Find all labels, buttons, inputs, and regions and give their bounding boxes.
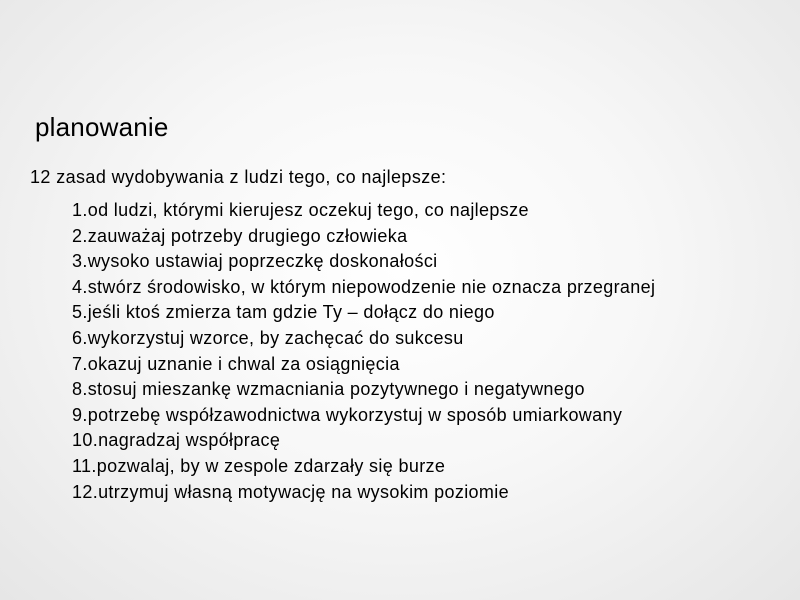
rule-item-6: 6.wykorzystuj wzorce, by zachęcać do sukcesu bbox=[72, 327, 464, 348]
slide-subtitle: 12 zasad wydobywania z ludzi tego, co najlepsze: bbox=[30, 167, 447, 187]
rule-item-3: 3.wysoko ustawiaj poprzeczkę doskonałości bbox=[72, 251, 438, 272]
rule-item-4: 4.stwórz środowisko, w którym niepowodzenie nie oznacza przegranej bbox=[72, 276, 656, 297]
rule-item-2: 2.zauważaj potrzeby drugiego człowieka bbox=[72, 225, 408, 246]
rule-item-8: 8.stosuj mieszankę wzmacniania pozytywnego i negatywnego bbox=[72, 379, 585, 400]
rule-item-9: 9.potrzebę współzawodnictwa wykorzystuj w sposób umiarkowany bbox=[72, 404, 623, 425]
rule-item-7: 7.okazuj uznanie i chwal za osiągnięcia bbox=[72, 353, 400, 374]
rules-list bbox=[72, 198, 655, 505]
slide-title: planowanie bbox=[35, 112, 169, 142]
rule-item-5: 5.jeśli ktoś zmierza tam gdzie Ty – dołącz do niego bbox=[72, 302, 495, 323]
rule-item-11: 11.pozwalaj, by w zespole zdarzały się burze bbox=[72, 455, 446, 476]
rule-item-1: 1.od ludzi, którymi kierujesz oczekuj tego, co najlepsze bbox=[72, 200, 529, 220]
rule-item-12: 12.utrzymuj własną motywację na wysokim poziomie bbox=[72, 481, 509, 502]
rule-item-10: 10.nagradzaj współpracę bbox=[72, 430, 281, 451]
